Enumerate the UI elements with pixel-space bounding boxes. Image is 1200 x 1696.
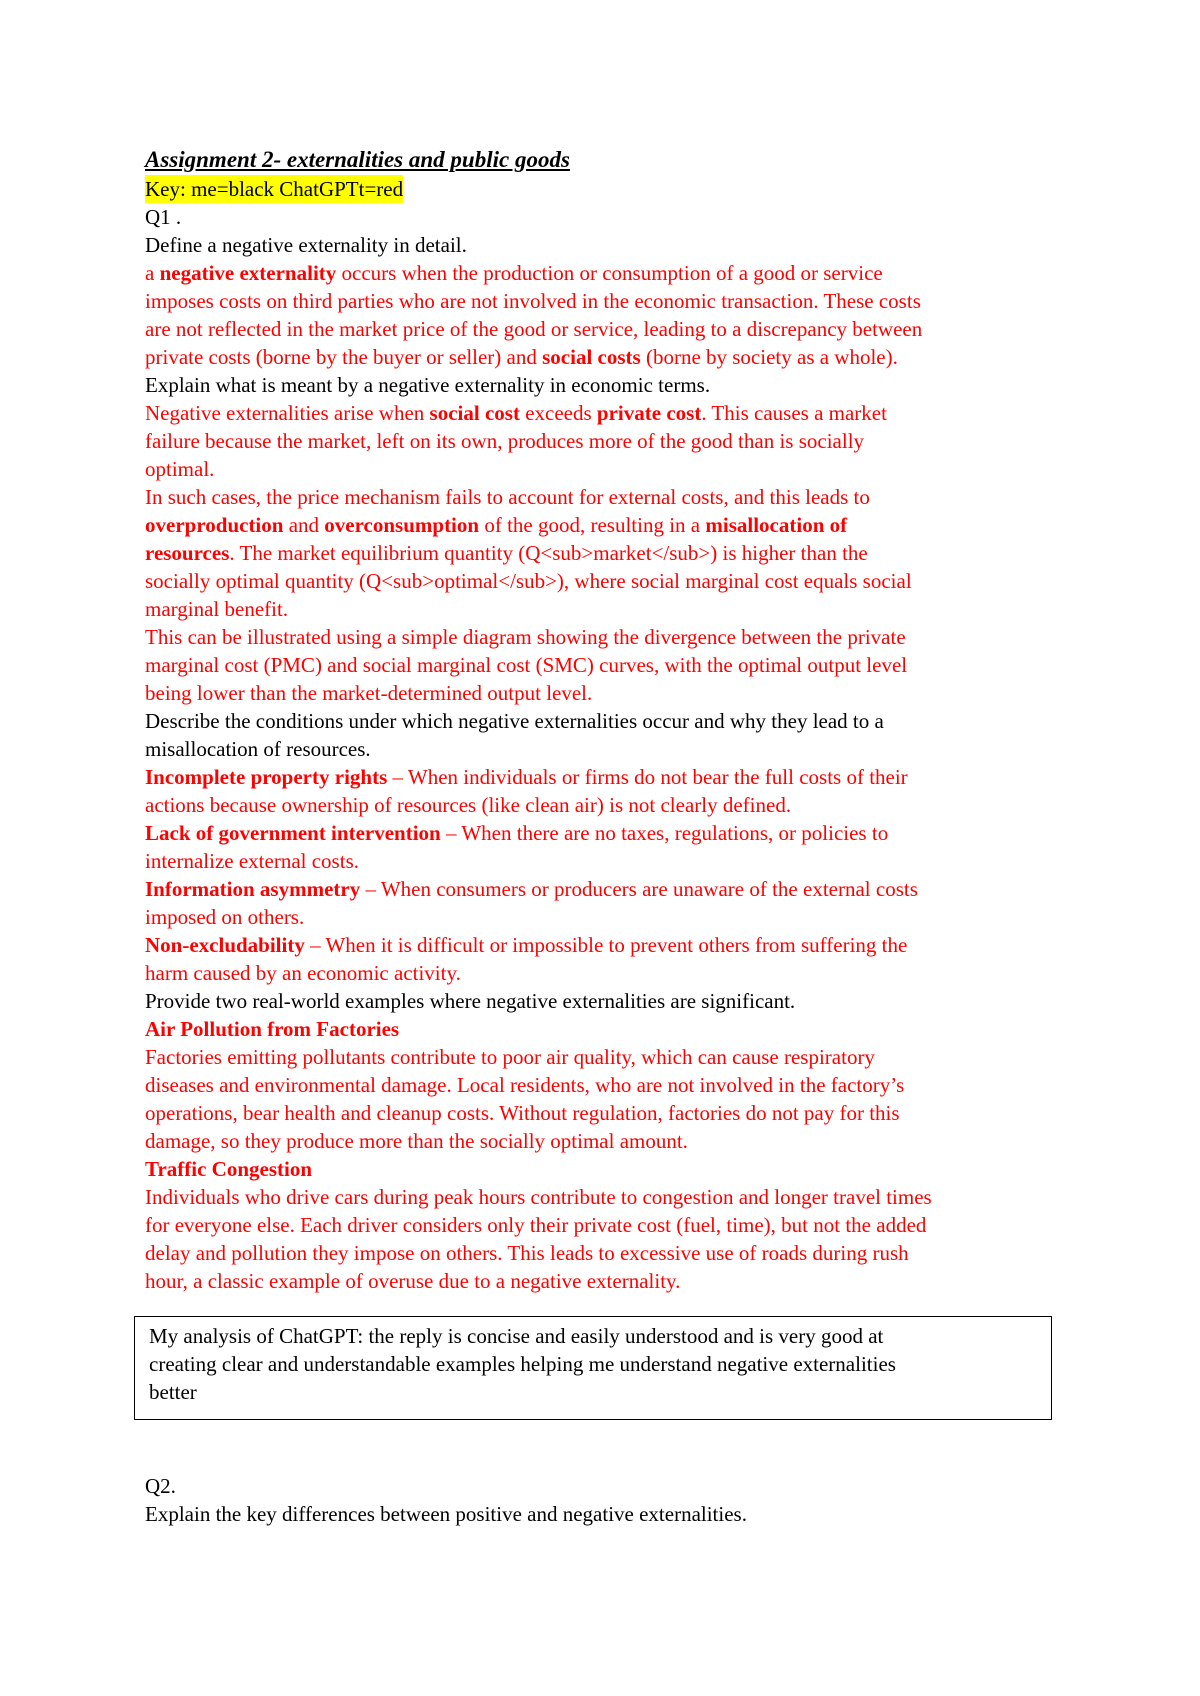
q1-question-2: Explain what is meant by a negative externality in economic terms.: [145, 373, 711, 397]
q2-label: Q2.: [145, 1474, 176, 1498]
condition-information-asymmetry: Information asymmetry: [145, 877, 361, 901]
q1-question-4: Provide two real-world examples where negative externalities are significant.: [145, 989, 796, 1013]
q1-label: Q1 .: [145, 205, 182, 229]
q1-question-3: Describe the conditions under which negative externalities occur and why they lead to a: [145, 709, 884, 733]
q2-section: [145, 1472, 1065, 1528]
q1-answer-1: a negative externality occurs when the production or consumption of a good or service imposes costs on third parties who are not involved in the economic transaction. These costs are not reflected in the market price of the good or service, leading to a discrepancy between private costs (borne by the buyer or seller) and social costs (borne by society as a whole).: [145, 261, 923, 369]
document-body: Assignment 2- externalities and public goods Key: me=black ChatGPTt=red Q1 . Define a negative externality in detail. a negative externality occurs when the production or consumption of a good or service imposes costs on third parties who are not involved in the economic transaction. These costs are not reflected in the market price of the good or service, leading to a discrepancy between private costs (borne by the buyer or seller) and social costs (borne by society as a whole). Explain what is meant by a negative externality in economic terms. Negative externalities arise when social cost exceeds private cost. This causes a market failure because the market, left on its own, produces more of the good than is socially optimal. In such cases, the price mechanism fails to account for external costs, and this leads to overproduction and overconsumption of the good, resulting in a misallocation of resources. The market equilibrium quantity (Q<sub>market</sub>) is higher than the socially optimal quantity (Q<sub>optimal</sub>), where social marginal cost equals social marginal benefit. This can be illustrated using a simple diagram showing the divergence between the private marginal cost (PMC) and social marginal cost (SMC) curves, with the optimal output level being lower than the market-determined output level. Describe the conditions under which negative externalities occur and why they lead to a misallocation of resources. Incomplete property rights – When individuals or firms do not bear the full costs of their actions because ownership of resources (like clean air) is not clearly defined. Lack of government intervention – When there are no taxes, regulations, or policies to internalize external costs. Information asymmetry – When consumers or producers are unaware of the external costs imposed on others. Non-excludability – When it is difficult or impossible to prevent others from suffering the harm caused by an economic activity. Provide two real-world examples where negative externalities are significant. Air Pollution from Factories Factories emitting pollutants contribute to poor air quality, which can cause respiratory diseases and environmental damage. Local residents, who are not involved in the factory’s operations, bear health and cleanup costs. Without regulation, factories do not pay for this damage, so they produce more than the socially optimal amount. Traffic Congestion Individuals who drive cars during peak hours contribute to congestion and longer travel times for everyone else. Each driver considers only their private cost (fuel, time), but not the added delay and pollution they impose on others. This leads to excessive use of roads during rush hour, a classic example of overuse due to a negative externality.: [145, 146, 1065, 1295]
condition-non-excludability: Non-excludability: [145, 933, 305, 957]
q2-question-1: Explain the key differences between positive and negative externalities.: [145, 1502, 747, 1526]
condition-incomplete-property-rights: Incomplete property rights: [145, 765, 388, 789]
color-key-highlight: Key: me=black ChatGPTt=red: [145, 177, 404, 201]
q1-answer-3: Incomplete property rights – When individuals or firms do not bear the full costs of their actions because ownership of resources (like clean air) is not clearly defined. Lack of government intervention – When there are no taxes, regulations, or policies to internalize external costs. Information asymmetry – When consumers or producers are unaware of the external costs imposed on others. Non-excludability – When it is difficult or impossible to prevent others from suffering the harm caused by an economic activity.: [145, 765, 918, 985]
condition-lack-of-government-intervention: Lack of government intervention: [145, 821, 441, 845]
term-negative-externality: negative externality: [159, 261, 337, 285]
q1-answer-2: Negative externalities arise when social cost exceeds private cost. This causes a market failure because the market, left on its own, produces more of the good than is socially optimal. In such cases, the price mechanism fails to account for external costs, and this leads to overproduction and overconsumption of the good, resulting in a misallocation of resources. The market equilibrium quantity (Q<sub>market</sub>) is higher than the socially optimal quantity (Q<sub>optimal</sub>), where social marginal cost equals social marginal benefit. This can be illustrated using a simple diagram showing the divergence between the private marginal cost (PMC) and social marginal cost (SMC) curves, with the optimal output level being lower than the market-determined output level.: [145, 401, 912, 705]
q1-answer-4: Air Pollution from Factories Factories emitting pollutants contribute to poor air quality, which can cause respiratory diseases and environmental damage. Local residents, who are not involved in the factory’s operations, bear health and cleanup costs. Without regulation, factories do not pay for this damage, so they produce more than the socially optimal amount. Traffic Congestion Individuals who drive cars during peak hours contribute to congestion and longer travel times for everyone else. Each driver considers only their private cost (fuel, time), but not the added delay and pollution they impose on others. This leads to excessive use of roads during rush hour, a classic example of overuse due to a negative externality.: [145, 1017, 932, 1293]
q1-question-1: Define a negative externality in detail.: [145, 233, 467, 257]
document-title: Assignment 2- externalities and public goods: [145, 147, 570, 172]
example-2-title: Traffic Congestion: [145, 1157, 313, 1181]
term-social-costs: social costs: [542, 345, 641, 369]
example-1-title: Air Pollution from Factories: [145, 1017, 400, 1041]
analysis-text-box: My analysis of ChatGPT: the reply is concise and easily understood and is very good at creating clear and understandable examples helping me understand negative externalities better: [134, 1316, 1052, 1420]
